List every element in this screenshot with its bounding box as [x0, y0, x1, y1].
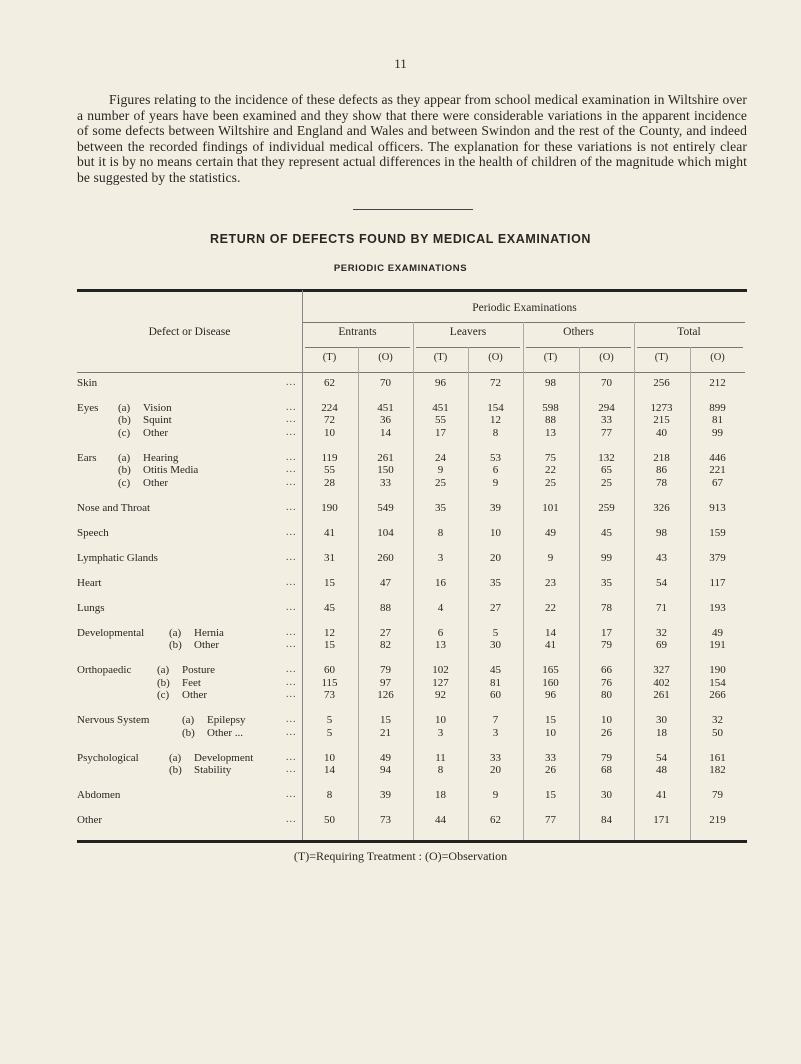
value-cell: 76 [601, 676, 612, 689]
value-cell: 12 [490, 414, 501, 427]
leader-dots: ... [286, 476, 297, 488]
value-cell: 47 [380, 576, 391, 589]
table-title: RETURN OF DEFECTS FOUND BY MEDICAL EXAMINATION [209, 232, 592, 246]
value-cell: 32 [656, 626, 667, 639]
page-number: 11 [394, 56, 407, 71]
value-cell: 598 [542, 401, 559, 414]
value-cell: 33 [601, 414, 612, 427]
super-header: Periodic Examinations [472, 302, 577, 314]
row-category: Eyes [77, 401, 99, 414]
sub-header: (T) [433, 352, 448, 363]
value-cell: 33 [380, 476, 391, 489]
value-cell: 266 [709, 689, 726, 702]
row-sub-name: Posture [182, 664, 215, 677]
value-cell: 33 [490, 751, 501, 764]
value-cell: 104 [377, 526, 394, 539]
value-cell: 31 [324, 551, 335, 564]
row-sub-name: Squint [143, 414, 172, 427]
value-cell: 5 [326, 714, 333, 727]
value-cell: 8 [492, 426, 499, 439]
value-cell: 17 [435, 426, 446, 439]
value-cell: 79 [712, 789, 723, 802]
value-cell: 3 [437, 551, 444, 564]
table-bottom-rule [77, 840, 747, 843]
value-cell: 25 [545, 476, 556, 489]
value-cell: 14 [380, 426, 391, 439]
value-cell: 15 [545, 789, 556, 802]
value-cell: 218 [653, 451, 670, 464]
row-sub-name: Stability [194, 764, 232, 777]
value-cell: 50 [324, 814, 335, 827]
row-category: Developmental [77, 626, 145, 639]
value-cell: 49 [545, 526, 556, 539]
value-cell: 26 [601, 726, 612, 739]
row-sub-name: Other [143, 476, 169, 489]
value-cell: 16 [435, 576, 446, 589]
value-cell: 33 [545, 751, 556, 764]
value-cell: 10 [545, 726, 556, 739]
value-cell: 154 [487, 401, 504, 414]
value-cell: 24 [435, 451, 446, 464]
value-cell: 15 [380, 714, 391, 727]
value-cell: 5 [492, 626, 499, 639]
value-cell: 14 [545, 626, 556, 639]
value-cell: 35 [601, 576, 612, 589]
value-cell: 1273 [650, 401, 673, 414]
sub-header: (O) [378, 352, 393, 363]
row-sub-name: Development [194, 751, 254, 764]
row-sub-index: (a) [169, 626, 182, 639]
value-cell: 82 [380, 639, 391, 652]
leader-dots: ... [286, 689, 297, 701]
value-cell: 160 [542, 676, 559, 689]
value-cell: 10 [490, 526, 501, 539]
sub-header: (T) [543, 352, 558, 363]
value-cell: 69 [656, 639, 667, 652]
table-top-rule [77, 289, 747, 292]
value-cell: 49 [380, 751, 391, 764]
value-cell: 22 [545, 464, 556, 477]
value-cell: 18 [656, 726, 667, 739]
value-cell: 132 [598, 451, 615, 464]
value-cell: 6 [437, 626, 444, 639]
value-cell: 45 [490, 664, 501, 677]
value-cell: 11 [435, 751, 446, 764]
value-cell: 39 [490, 501, 501, 514]
value-cell: 3 [437, 726, 444, 739]
value-cell: 45 [601, 526, 612, 539]
value-cell: 379 [709, 551, 726, 564]
value-cell: 159 [709, 526, 726, 539]
value-cell: 212 [709, 377, 726, 389]
row-category: Speech [77, 526, 109, 539]
value-cell: 101 [542, 501, 559, 514]
value-cell: 127 [432, 676, 449, 689]
value-cell: 86 [656, 464, 667, 477]
value-cell: 117 [709, 576, 726, 589]
row-sub-index: (b) [182, 726, 195, 739]
value-cell: 78 [601, 601, 612, 614]
value-cell: 10 [324, 426, 335, 439]
leader-dots: ... [286, 414, 297, 426]
value-cell: 30 [656, 714, 667, 727]
value-cell: 27 [380, 626, 391, 639]
value-cell: 190 [321, 501, 338, 514]
value-cell: 549 [377, 501, 394, 514]
value-cell: 15 [545, 714, 556, 727]
value-cell: 9 [492, 476, 499, 489]
row-sub-index: (a) [182, 714, 195, 727]
value-cell: 191 [709, 639, 726, 652]
value-cell: 60 [490, 689, 501, 702]
value-cell: 14 [324, 764, 335, 777]
value-cell: 119 [321, 451, 338, 464]
value-cell: 88 [380, 601, 391, 614]
row-category: Psychological [77, 751, 139, 764]
sub-header: (T) [322, 352, 337, 363]
value-cell: 25 [435, 476, 446, 489]
value-cell: 154 [709, 676, 726, 689]
value-cell: 96 [435, 377, 446, 389]
value-cell: 22 [545, 601, 556, 614]
leader-dots: ... [286, 601, 297, 613]
value-cell: 53 [490, 451, 501, 464]
value-cell: 41 [656, 789, 667, 802]
row-sub-name: Epilepsy [207, 714, 246, 727]
row-sub-index: (b) [157, 676, 170, 689]
row-sub-name: Other [143, 426, 169, 439]
group-header-others: Others [563, 326, 594, 338]
value-cell: 10 [324, 751, 335, 764]
value-cell: 215 [653, 414, 670, 427]
value-cell: 35 [490, 576, 501, 589]
value-cell: 327 [653, 664, 670, 677]
value-cell: 4 [437, 601, 444, 614]
value-cell: 79 [601, 751, 612, 764]
value-cell: 10 [435, 714, 446, 727]
value-cell: 221 [709, 464, 726, 477]
value-cell: 7 [492, 714, 499, 727]
row-category: Abdomen [77, 789, 121, 802]
row-sub-name: Other ... [207, 726, 244, 739]
leader-dots: ... [286, 676, 297, 688]
value-cell: 20 [490, 551, 501, 564]
value-cell: 30 [601, 789, 612, 802]
sub-header: (O) [488, 352, 503, 363]
value-cell: 39 [380, 789, 391, 802]
leader-dots: ... [286, 789, 297, 801]
table-subtitle: PERIODIC EXAMINATIONS [333, 263, 468, 274]
row-category: Orthopaedic [77, 664, 132, 677]
value-cell: 55 [324, 464, 335, 477]
leader-dots: ... [286, 764, 297, 776]
value-cell: 43 [656, 551, 667, 564]
value-cell: 8 [437, 526, 444, 539]
value-cell: 15 [324, 639, 335, 652]
value-cell: 451 [377, 401, 394, 414]
value-cell: 45 [324, 601, 335, 614]
value-cell: 171 [653, 814, 670, 827]
value-cell: 8 [326, 789, 333, 802]
leader-dots: ... [286, 464, 297, 476]
leader-dots: ... [286, 639, 297, 651]
intro-paragraph: Figures relating to the incidence of these defects as they appear from school medical examination in Wiltshire over a number of years have been examined and they show that there were considerable variations in the apparent incidence of some defects between Wiltshire and England and Wales and between Swindon and the rest of the County, and indeed between the recorded findings of individual medical officers. The explanation for these variations is not entirely clear but it is by no means certain that they represent actual differences in the health of children of the magnitude which might be suggested by the statistics. [77, 92, 747, 185]
row-sub-name: Vision [143, 401, 172, 414]
group-header-entrants: Entrants [338, 326, 377, 338]
leader-dots: ... [286, 501, 297, 513]
value-cell: 98 [545, 377, 556, 389]
value-cell: 294 [598, 401, 615, 414]
value-cell: 78 [656, 476, 667, 489]
leader-dots: ... [286, 401, 297, 413]
value-cell: 224 [321, 401, 338, 414]
value-cell: 77 [601, 426, 612, 439]
value-cell: 88 [545, 414, 556, 427]
value-cell: 81 [490, 676, 501, 689]
leader-dots: ... [286, 726, 297, 738]
value-cell: 65 [601, 464, 612, 477]
leader-dots: ... [286, 814, 297, 826]
value-cell: 81 [712, 414, 723, 427]
defect-column-header: Defect or Disease [148, 326, 231, 338]
value-cell: 28 [324, 476, 335, 489]
value-cell: 451 [432, 401, 449, 414]
value-cell: 9 [547, 551, 554, 564]
row-category: Ears [77, 451, 97, 464]
value-cell: 5 [326, 726, 333, 739]
value-cell: 72 [324, 414, 335, 427]
value-cell: 13 [545, 426, 556, 439]
value-cell: 219 [709, 814, 726, 827]
value-cell: 126 [377, 689, 394, 702]
value-cell: 3 [492, 726, 499, 739]
row-category: Other [77, 814, 103, 827]
value-cell: 92 [435, 689, 446, 702]
value-cell: 190 [709, 664, 726, 677]
value-cell: 913 [709, 501, 726, 514]
value-cell: 193 [709, 601, 726, 614]
value-cell: 25 [601, 476, 612, 489]
leader-dots: ... [286, 377, 297, 388]
value-cell: 94 [380, 764, 391, 777]
value-cell: 23 [545, 576, 556, 589]
leader-dots: ... [286, 751, 297, 763]
value-cell: 66 [601, 664, 612, 677]
value-cell: 41 [324, 526, 335, 539]
group-header-total: Total [677, 326, 701, 338]
value-cell: 40 [656, 426, 667, 439]
value-cell: 99 [601, 551, 612, 564]
value-cell: 96 [545, 689, 556, 702]
value-cell: 54 [656, 751, 667, 764]
group-header-leavers: Leavers [449, 326, 487, 338]
value-cell: 68 [601, 764, 612, 777]
value-cell: 48 [656, 764, 667, 777]
leader-dots: ... [286, 626, 297, 638]
value-cell: 26 [545, 764, 556, 777]
value-cell: 27 [490, 601, 501, 614]
row-sub-name: Feet [182, 676, 201, 689]
value-cell: 21 [380, 726, 391, 739]
value-cell: 36 [380, 414, 391, 427]
row-category: Heart [77, 576, 102, 589]
row-sub-index: (a) [118, 401, 131, 414]
value-cell: 84 [601, 814, 612, 827]
value-cell: 326 [653, 501, 670, 514]
value-cell: 41 [545, 639, 556, 652]
value-cell: 60 [324, 664, 335, 677]
value-cell: 10 [601, 714, 612, 727]
value-cell: 67 [712, 476, 723, 489]
value-cell: 70 [380, 377, 391, 389]
row-sub-name: Other [194, 639, 220, 652]
value-cell: 44 [435, 814, 446, 827]
leader-dots: ... [286, 714, 297, 726]
footnote-legend: (T)=Requiring Treatment : (O)=Observation [293, 849, 508, 863]
value-cell: 50 [712, 726, 723, 739]
value-cell: 97 [380, 676, 391, 689]
value-cell: 261 [377, 451, 394, 464]
value-cell: 80 [601, 689, 612, 702]
row-sub-name: Hernia [194, 626, 224, 639]
value-cell: 182 [709, 764, 726, 777]
value-cell: 161 [709, 751, 726, 764]
value-cell: 35 [435, 501, 446, 514]
value-cell: 79 [601, 639, 612, 652]
value-cell: 62 [324, 377, 335, 389]
sub-header: (T) [654, 352, 669, 363]
value-cell: 115 [321, 676, 338, 689]
row-sub-index: (c) [118, 426, 131, 439]
row-sub-name: Hearing [143, 451, 179, 464]
row-category: Lungs [77, 601, 105, 614]
value-cell: 150 [377, 464, 394, 477]
header-bottom-rule [77, 372, 745, 373]
value-cell: 402 [653, 676, 670, 689]
row-sub-index: (a) [118, 451, 131, 464]
row-sub-name: Otitis Media [143, 464, 199, 477]
value-cell: 899 [709, 401, 726, 414]
row-sub-name: Other [182, 689, 208, 702]
value-cell: 32 [712, 714, 723, 727]
value-cell: 79 [380, 664, 391, 677]
value-cell: 30 [490, 639, 501, 652]
value-cell: 9 [437, 464, 444, 477]
value-cell: 20 [490, 764, 501, 777]
value-cell: 49 [712, 626, 723, 639]
value-cell: 102 [432, 664, 449, 677]
row-sub-index: (b) [169, 639, 182, 652]
row-sub-index: (a) [169, 751, 182, 764]
value-cell: 62 [490, 814, 501, 827]
leader-dots: ... [286, 576, 297, 588]
value-cell: 71 [656, 601, 667, 614]
leader-dots: ... [286, 526, 297, 538]
row-sub-index: (c) [118, 476, 131, 489]
value-cell: 6 [492, 464, 499, 477]
value-cell: 259 [598, 501, 615, 514]
leader-dots: ... [286, 551, 297, 563]
row-sub-index: (a) [157, 664, 170, 677]
leader-dots: ... [286, 664, 297, 676]
row-sub-index: (c) [157, 689, 170, 702]
sub-header: (O) [599, 352, 614, 363]
value-cell: 55 [435, 414, 446, 427]
value-cell: 98 [656, 526, 667, 539]
row-category: Nervous System [77, 714, 150, 727]
value-cell: 70 [601, 377, 612, 389]
value-cell: 261 [653, 689, 670, 702]
row-category: Nose and Throat [77, 501, 151, 514]
value-cell: 15 [324, 576, 335, 589]
value-cell: 12 [324, 626, 335, 639]
leader-dots: ... [286, 451, 297, 463]
value-cell: 54 [656, 576, 667, 589]
row-sub-index: (b) [169, 764, 182, 777]
value-cell: 75 [545, 451, 556, 464]
value-cell: 9 [492, 789, 499, 802]
value-cell: 17 [601, 626, 612, 639]
value-cell: 446 [709, 451, 726, 464]
row-category: Lymphatic Glands [77, 551, 158, 564]
value-cell: 256 [653, 377, 670, 389]
value-cell: 73 [324, 689, 335, 702]
value-cell: 72 [490, 377, 501, 389]
row-sub-index: (b) [118, 464, 131, 477]
value-cell: 8 [437, 764, 444, 777]
sub-header: (O) [710, 352, 725, 363]
row-category: Skin [77, 377, 98, 389]
value-cell: 99 [712, 426, 723, 439]
section-divider [353, 209, 473, 210]
value-cell: 13 [435, 639, 446, 652]
value-cell: 165 [542, 664, 559, 677]
leader-dots: ... [286, 426, 297, 438]
value-cell: 18 [435, 789, 446, 802]
row-sub-index: (b) [118, 414, 131, 427]
value-cell: 73 [380, 814, 391, 827]
value-cell: 77 [545, 814, 556, 827]
value-cell: 260 [377, 551, 394, 564]
